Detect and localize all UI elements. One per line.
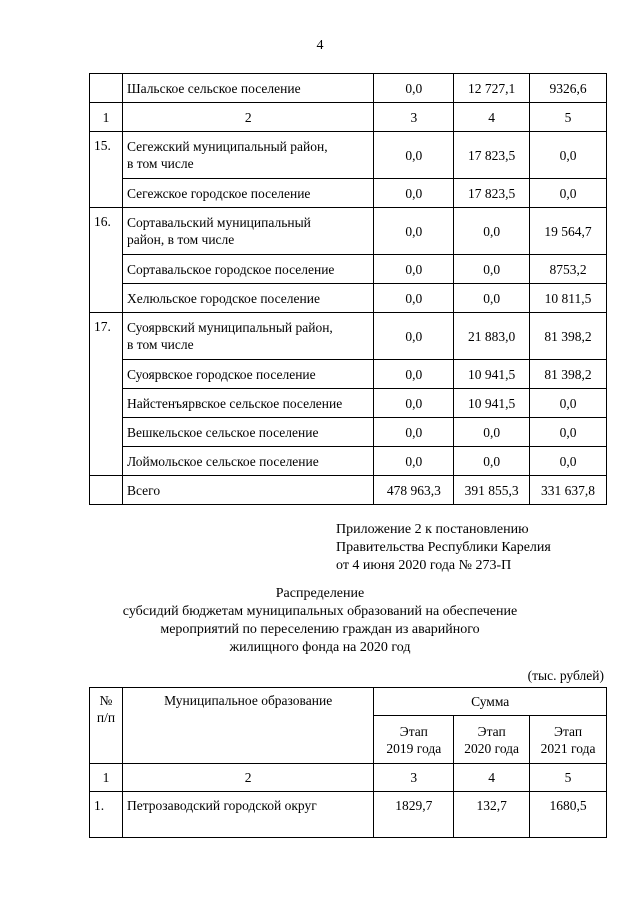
column-numbers-row — [90, 103, 607, 132]
value-cell: 0,0 — [530, 132, 607, 179]
row-index-cell: 15. — [90, 132, 123, 208]
column-number-cell: 5 — [530, 764, 607, 792]
value-cell: 21 883,0 — [454, 313, 530, 360]
stage-header-cell: Этап 2020 года — [454, 716, 530, 764]
row-index-cell: 17. — [90, 313, 123, 476]
total-label-cell: Всего — [122, 476, 373, 505]
subsidy-table-continued — [89, 73, 607, 505]
column-number-cell: 4 — [454, 103, 530, 132]
total-value-cell: 331 637,8 — [530, 476, 607, 505]
value-cell: 0,0 — [374, 208, 454, 255]
settlement-row — [90, 284, 607, 313]
column-number-cell: 1 — [90, 764, 123, 792]
row-index-cell — [90, 476, 123, 505]
value-cell: 132,7 — [454, 792, 530, 838]
value-cell: 10 941,5 — [454, 389, 530, 418]
header-row — [90, 688, 607, 716]
title-line: субсидий бюджетам муниципальных образований на обеспечение — [122, 604, 518, 619]
title-line: жилищного фонда на 2020 год — [229, 640, 411, 655]
value-cell: 0,0 — [530, 447, 607, 476]
sum-header-cell: Сумма — [374, 688, 607, 716]
number-header-cell: № п/п — [90, 688, 123, 764]
district-row — [90, 313, 607, 360]
value-cell: 0,0 — [374, 74, 454, 103]
value-cell: 81 398,2 — [530, 313, 607, 360]
settlement-row — [90, 255, 607, 284]
value-cell: 0,0 — [454, 208, 530, 255]
appendix-header — [336, 521, 551, 575]
district-name-cell: Сегежский муниципальный район, в том числе — [122, 132, 373, 179]
settlement-row — [90, 418, 607, 447]
municipality-name-cell: Сегежское городское поселение — [122, 179, 373, 208]
subsidy-distribution-table — [89, 687, 607, 838]
total-value-cell: 478 963,3 — [374, 476, 454, 505]
column-numbers-row — [90, 764, 607, 792]
appendix-line: Правительства Республики Карелия — [336, 540, 551, 555]
units-label: (тыс. рублей) — [527, 668, 604, 683]
value-cell: 0,0 — [374, 389, 454, 418]
row-index-cell — [90, 74, 123, 103]
municipality-name-cell: Найстенъярвское сельское поселение — [122, 389, 373, 418]
appendix-line: Приложение 2 к постановлению — [336, 522, 529, 537]
value-cell: 0,0 — [374, 360, 454, 389]
value-cell: 0,0 — [374, 418, 454, 447]
column-number-cell: 2 — [122, 764, 373, 792]
value-cell: 0,0 — [454, 255, 530, 284]
value-cell: 0,0 — [374, 179, 454, 208]
district-name-cell: Сортавальский муниципальный район, в том числе — [122, 208, 373, 255]
appendix-line: от 4 июня 2020 года № 273-П — [336, 558, 512, 573]
stage-header-cell: Этап 2019 года — [374, 716, 454, 764]
column-number-cell: 1 — [90, 103, 123, 132]
value-cell: 1680,5 — [530, 792, 607, 838]
value-cell: 0,0 — [530, 418, 607, 447]
title-line: мероприятий по переселению граждан из аварийного — [160, 622, 480, 637]
value-cell: 0,0 — [374, 447, 454, 476]
municipality-name-cell: Сортавальское городское поселение — [122, 255, 373, 284]
municipality-name-cell: Вешкельское сельское поселение — [122, 418, 373, 447]
municipality-name-cell: Петрозаводский городской округ — [122, 792, 373, 838]
value-cell: 0,0 — [374, 255, 454, 284]
value-cell: 0,0 — [530, 389, 607, 418]
total-value-cell: 391 855,3 — [454, 476, 530, 505]
column-number-cell: 3 — [374, 103, 454, 132]
value-cell: 12 727,1 — [454, 74, 530, 103]
column-number-cell: 4 — [454, 764, 530, 792]
value-cell: 0,0 — [454, 447, 530, 476]
value-cell: 9326,6 — [530, 74, 607, 103]
value-cell: 10 941,5 — [454, 360, 530, 389]
document-title — [0, 585, 640, 657]
value-cell: 81 398,2 — [530, 360, 607, 389]
value-cell: 1829,7 — [374, 792, 454, 838]
total-row — [90, 476, 607, 505]
value-cell: 17 823,5 — [454, 132, 530, 179]
settlement-row — [90, 389, 607, 418]
value-cell: 17 823,5 — [454, 179, 530, 208]
settlement-row — [90, 447, 607, 476]
column-number-cell: 3 — [374, 764, 454, 792]
row-index-cell: 1. — [90, 792, 123, 838]
municipality-name-cell: Хелюльское городское поселение — [122, 284, 373, 313]
table-row — [90, 74, 607, 103]
municipality-name-cell: Шальское сельское поселение — [122, 74, 373, 103]
settlement-row — [90, 179, 607, 208]
value-cell: 8753,2 — [530, 255, 607, 284]
page-number: 4 — [316, 38, 324, 53]
municipality-name-cell: Суоярвское городское поселение — [122, 360, 373, 389]
value-cell: 0,0 — [374, 132, 454, 179]
stage-header-cell: Этап 2021 года — [530, 716, 607, 764]
municipality-header-cell: Муниципальное образование — [122, 688, 373, 764]
value-cell: 10 811,5 — [530, 284, 607, 313]
column-number-cell: 2 — [122, 103, 373, 132]
value-cell: 19 564,7 — [530, 208, 607, 255]
settlement-row — [90, 360, 607, 389]
column-number-cell: 5 — [530, 103, 607, 132]
district-name-cell: Суоярвский муниципальный район, в том числе — [122, 313, 373, 360]
district-row — [90, 132, 607, 179]
value-cell: 0,0 — [454, 418, 530, 447]
district-row — [90, 208, 607, 255]
value-cell: 0,0 — [530, 179, 607, 208]
municipality-name-cell: Лоймольское сельское поселение — [122, 447, 373, 476]
row-index-cell: 16. — [90, 208, 123, 313]
value-cell: 0,0 — [374, 313, 454, 360]
value-cell: 0,0 — [454, 284, 530, 313]
title-line: Распределение — [275, 586, 365, 601]
table-row — [90, 792, 607, 838]
value-cell: 0,0 — [374, 284, 454, 313]
